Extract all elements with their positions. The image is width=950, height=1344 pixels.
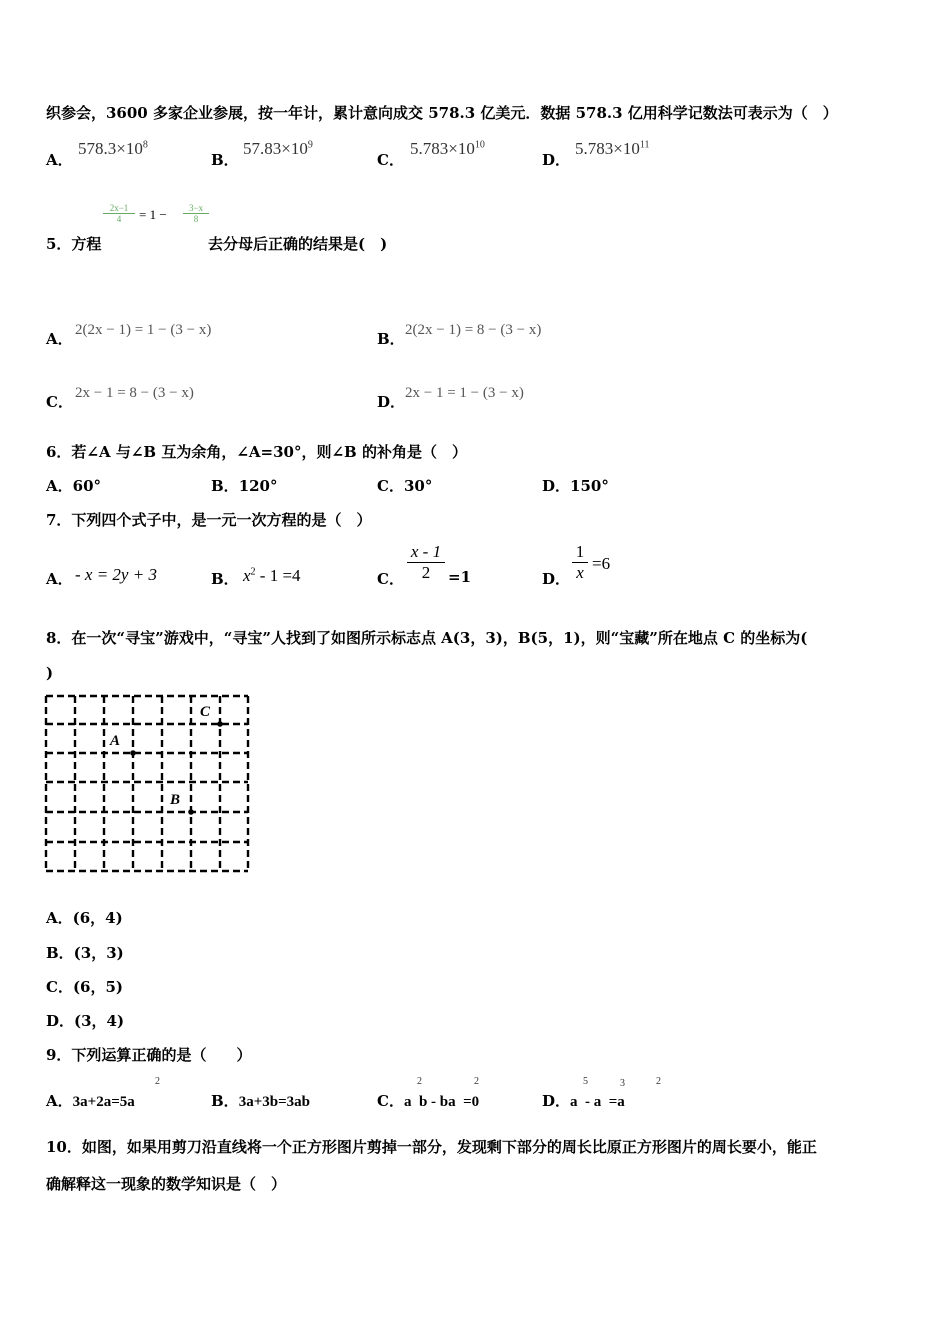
q8-option-a[interactable]: A．(6，4) bbox=[46, 909, 123, 927]
point-b-dot bbox=[188, 809, 194, 815]
q4-option-c-value: $5.783\times 10^{10}$ bbox=[410, 139, 485, 158]
option-letter: D． bbox=[542, 151, 571, 169]
grid-svg bbox=[44, 694, 250, 874]
q5-option-d[interactable]: D． bbox=[377, 393, 406, 411]
option-letter: C． bbox=[377, 151, 404, 169]
q5-option-a-expr: 2(2x − 1) = 1 − (3 − x) bbox=[75, 322, 212, 338]
q5-option-c[interactable]: C． bbox=[46, 393, 73, 411]
q9-d-exponent-1: 5 bbox=[583, 1076, 588, 1087]
coordinate-grid-figure bbox=[44, 694, 250, 874]
q5-option-d-expr: 2x − 1 = 1 − (3 − x) bbox=[405, 385, 524, 401]
q5-option-b-expr: 2(2x − 1) = 8 − (3 − x) bbox=[405, 322, 542, 338]
q4-option-b-value: $57.83\times 10^9$ bbox=[243, 139, 313, 158]
q8-stem: 8．在一次“寻宝”游戏中，“寻宝”人找到了如图所示标志点 A(3，3)，B(5，1)，则“宝藏”所在地点 C 的坐标为( bbox=[46, 629, 808, 647]
q9-stem: 9．下列运算正确的是（ ） bbox=[46, 1046, 252, 1064]
q5-option-b[interactable]: B． bbox=[377, 330, 405, 348]
q6-option-a[interactable]: A．60° bbox=[46, 477, 102, 495]
q7-option-b-expr: $x^2 - 1 =4$ bbox=[243, 566, 301, 585]
q10-stem-line2: 确解释这一现象的数学知识是（ ） bbox=[46, 1175, 287, 1193]
q5-fraction-left: 2x−1 4 bbox=[103, 203, 135, 224]
q4-option-a-value: $578.3\times 10^8$ bbox=[78, 139, 148, 158]
option-letter: A． bbox=[46, 151, 73, 169]
point-c-label: C bbox=[200, 704, 211, 720]
q9-option-a[interactable]: A．3a+2a=5a bbox=[46, 1092, 135, 1110]
q7-option-d-fraction: 1 x bbox=[572, 542, 588, 583]
q5-fraction-right: 3−x 8 bbox=[183, 203, 209, 224]
q5-option-a[interactable]: A． bbox=[46, 330, 73, 348]
q7-option-c-fraction: x - 1 2 bbox=[407, 542, 445, 583]
q4-option-b[interactable] bbox=[211, 149, 239, 170]
point-a-dot bbox=[130, 750, 136, 756]
q4-option-c[interactable] bbox=[377, 149, 404, 170]
q8-option-c[interactable]: C．(6，5) bbox=[46, 978, 124, 996]
q10-stem-line1: 10．如图，如果用剪刀沿直线将一个正方形图片剪掉一部分，发现剩下部分的周长比原正方形图片的周长要小，能正 bbox=[46, 1138, 817, 1156]
point-c-dot bbox=[217, 721, 223, 727]
q7-option-d[interactable]: D． bbox=[542, 570, 571, 588]
point-b-label: B bbox=[170, 792, 181, 808]
q4-option-d-value: $5.783\times 10^{11}$ bbox=[575, 139, 650, 158]
q9-option-d[interactable]: D．a - a =a bbox=[542, 1092, 625, 1110]
q6-option-c[interactable]: C．30° bbox=[377, 477, 433, 495]
q5-stem-prefix: 5．方程 bbox=[46, 235, 102, 253]
q8-option-d[interactable]: D．(3，4) bbox=[46, 1012, 125, 1030]
option-letter: B． bbox=[211, 151, 239, 169]
q5-stem-suffix: 去分母后正确的结果是( ) bbox=[208, 235, 388, 253]
q6-option-d[interactable]: D．150° bbox=[542, 477, 609, 495]
q9-option-b[interactable]: B．3a+3b=3ab bbox=[211, 1092, 310, 1110]
q7-option-c-rest: =1 bbox=[448, 568, 472, 586]
q9-d-exponent-3: 2 bbox=[656, 1076, 661, 1087]
q8-option-b[interactable]: B．(3，3) bbox=[46, 944, 124, 962]
q8-stem-end: ) bbox=[46, 664, 54, 682]
q7-option-a-expr: - x = 2y + 3 bbox=[75, 565, 157, 584]
q7-stem: 7．下列四个式子中，是一元一次方程的是（ ） bbox=[46, 511, 372, 529]
q6-stem: 6．若∠A 与∠B 互为余角，∠A=30°，则∠B 的补角是（ ） bbox=[46, 443, 467, 461]
q5-equation-middle: = 1 − bbox=[139, 207, 167, 222]
q7-option-d-rest: =6 bbox=[592, 554, 611, 573]
q7-option-b[interactable]: B． bbox=[211, 570, 239, 588]
point-a-label: A bbox=[110, 733, 121, 749]
q9-a-exponent: 2 bbox=[155, 1076, 160, 1087]
q9-c-exponent-1: 2 bbox=[417, 1076, 422, 1087]
q6-option-b[interactable]: B．120° bbox=[211, 477, 278, 495]
q4-option-d[interactable] bbox=[542, 149, 570, 170]
q5-option-c-expr: 2x − 1 = 8 − (3 − x) bbox=[75, 385, 194, 401]
q9-c-exponent-2: 2 bbox=[474, 1076, 479, 1087]
q7-option-a[interactable]: A． bbox=[46, 570, 73, 588]
q9-option-c[interactable]: C．a b - ba =0 bbox=[377, 1092, 480, 1110]
q4-option-a[interactable] bbox=[46, 149, 73, 170]
q4-stem: 织参会，3600 多家企业参展，按一年计，累计意向成交 578.3 亿美元．数据 578.3 亿用科学记数法可表示为（ ） bbox=[46, 104, 838, 122]
q7-option-c[interactable]: C． bbox=[377, 570, 404, 588]
q9-d-exponent-2: 3 bbox=[620, 1078, 625, 1089]
